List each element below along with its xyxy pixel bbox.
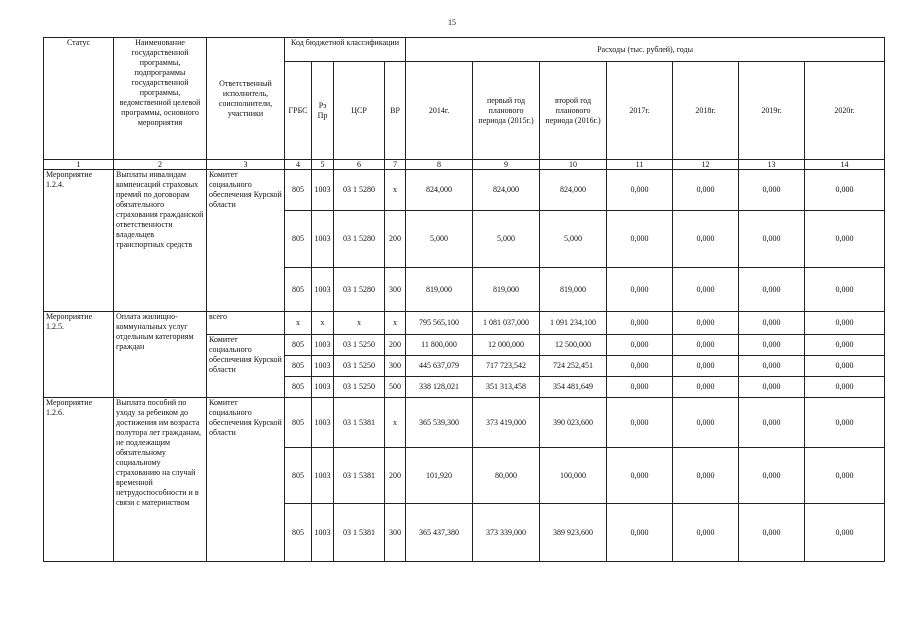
header-year-2020: 2020г. — [805, 62, 885, 160]
column-number: 2 — [114, 160, 207, 170]
grbs-cell: 805 — [285, 268, 312, 312]
header-budget-code: Код бюджетной классификации — [285, 38, 406, 62]
value-2015: 1 081 037,000 — [473, 312, 540, 335]
csr-cell: 03 1 5250 — [334, 377, 385, 398]
responsible-cell: Комитет социального обеспечения Курской области — [207, 398, 285, 562]
value-2015: 5,000 — [473, 211, 540, 268]
rzpr-cell: 1003 — [312, 448, 334, 504]
vr-cell: 500 — [385, 377, 406, 398]
value-2015: 717 723,542 — [473, 356, 540, 377]
header-year-2015: первый год планового периода (2015г.) — [473, 62, 540, 160]
column-number: 8 — [406, 160, 473, 170]
header-csr: ЦСР — [334, 62, 385, 160]
vr-cell: x — [385, 398, 406, 448]
grbs-cell: 805 — [285, 170, 312, 211]
grbs-cell: 805 — [285, 377, 312, 398]
table-row — [44, 170, 885, 211]
rzpr-cell: 1003 — [312, 170, 334, 211]
vr-cell: 300 — [385, 356, 406, 377]
vr-cell: 300 — [385, 268, 406, 312]
value-2017: 0,000 — [607, 398, 673, 448]
value-2014: 445 637,079 — [406, 356, 473, 377]
value-2014: 365 437,380 — [406, 504, 473, 562]
rzpr-cell: 1003 — [312, 268, 334, 312]
csr-cell: 03 1 5280 — [334, 211, 385, 268]
name-cell: Выплата пособий по уходу за ребенком до достижения им возраста полутора лет гражданам, не подлежащим обязательному социальному страхованию на случай временной нетрудоспособности и в связи с материнством — [114, 398, 207, 562]
value-2017: 0,000 — [607, 377, 673, 398]
status-cell: Мероприятие 1.2.5. — [44, 312, 114, 398]
responsible-cell: Комитет социального обеспечения Курской области — [207, 335, 285, 398]
column-number: 6 — [334, 160, 385, 170]
column-number: 1 — [44, 160, 114, 170]
value-2014: 824,000 — [406, 170, 473, 211]
value-2016: 354 481,649 — [540, 377, 607, 398]
value-2020: 0,000 — [805, 335, 885, 356]
header-year-2019: 2019г. — [739, 62, 805, 160]
header-rzpr: Рз Пр — [312, 62, 334, 160]
value-2017: 0,000 — [607, 170, 673, 211]
status-cell: Мероприятие 1.2.6. — [44, 398, 114, 562]
value-2014: 338 128,021 — [406, 377, 473, 398]
value-2015: 80,000 — [473, 448, 540, 504]
value-2014: 101,920 — [406, 448, 473, 504]
value-2015: 351 313,458 — [473, 377, 540, 398]
rzpr-cell: 1003 — [312, 398, 334, 448]
table-row — [44, 312, 885, 335]
vr-cell: x — [385, 170, 406, 211]
value-2019: 0,000 — [739, 268, 805, 312]
column-number: 13 — [739, 160, 805, 170]
column-number: 12 — [673, 160, 739, 170]
name-cell: Выплаты инвалидам компенсаций страховых премий по договорам обязательного страхования гражданской ответственности владельцев транспортных средств — [114, 170, 207, 312]
value-2014: 819,000 — [406, 268, 473, 312]
value-2018: 0,000 — [673, 504, 739, 562]
column-number: 11 — [607, 160, 673, 170]
value-2017: 0,000 — [607, 335, 673, 356]
value-2019: 0,000 — [739, 356, 805, 377]
value-2017: 0,000 — [607, 211, 673, 268]
csr-cell: 03 1 5381 — [334, 448, 385, 504]
value-2015: 373 339,000 — [473, 504, 540, 562]
value-2019: 0,000 — [739, 504, 805, 562]
grbs-cell: x — [285, 312, 312, 335]
value-2019: 0,000 — [739, 312, 805, 335]
csr-cell: 03 1 5381 — [334, 398, 385, 448]
value-2017: 0,000 — [607, 268, 673, 312]
rzpr-cell: 1003 — [312, 377, 334, 398]
value-2014: 5,000 — [406, 211, 473, 268]
value-2020: 0,000 — [805, 312, 885, 335]
value-2020: 0,000 — [805, 268, 885, 312]
value-2017: 0,000 — [607, 504, 673, 562]
page-number: 15 — [448, 18, 456, 27]
rzpr-cell: 1003 — [312, 335, 334, 356]
value-2018: 0,000 — [673, 398, 739, 448]
value-2020: 0,000 — [805, 504, 885, 562]
csr-cell: x — [334, 312, 385, 335]
value-2019: 0,000 — [739, 170, 805, 211]
table-row — [44, 398, 885, 448]
value-2019: 0,000 — [739, 335, 805, 356]
value-2019: 0,000 — [739, 377, 805, 398]
header-year-2016: второй год планового периода (2016г.) — [540, 62, 607, 160]
value-2017: 0,000 — [607, 356, 673, 377]
value-2015: 373 419,000 — [473, 398, 540, 448]
header-expenses: Расходы (тыс. рублей), годы — [406, 38, 885, 62]
header-year-2017: 2017г. — [607, 62, 673, 160]
value-2018: 0,000 — [673, 335, 739, 356]
vr-cell: 300 — [385, 504, 406, 562]
rzpr-cell: 1003 — [312, 504, 334, 562]
value-2016: 12 500,000 — [540, 335, 607, 356]
grbs-cell: 805 — [285, 398, 312, 448]
header-responsible: Ответственный исполнитель, соисполнители, участники — [207, 38, 285, 160]
column-number: 4 — [285, 160, 312, 170]
value-2020: 0,000 — [805, 398, 885, 448]
value-2017: 0,000 — [607, 448, 673, 504]
csr-cell: 03 1 5381 — [334, 504, 385, 562]
vr-cell: x — [385, 312, 406, 335]
value-2018: 0,000 — [673, 377, 739, 398]
rzpr-cell: 1003 — [312, 356, 334, 377]
header-grbs: ГРБС — [285, 62, 312, 160]
value-2016: 390 023,600 — [540, 398, 607, 448]
name-cell: Оплата жилищно-коммунальных услуг отдельным категориям граждан — [114, 312, 207, 398]
column-number: 14 — [805, 160, 885, 170]
expenses-table — [43, 37, 885, 562]
value-2016: 724 252,451 — [540, 356, 607, 377]
responsible-cell: Комитет социального обеспечения Курской области — [207, 170, 285, 312]
value-2014: 365 539,300 — [406, 398, 473, 448]
value-2016: 1 091 234,100 — [540, 312, 607, 335]
column-number: 5 — [312, 160, 334, 170]
value-2018: 0,000 — [673, 211, 739, 268]
value-2016: 5,000 — [540, 211, 607, 268]
csr-cell: 03 1 5250 — [334, 356, 385, 377]
header-name: Наименование государственной программы, подпрограммы государственной программы, ведомственной целевой программы, основного мероприятия — [114, 38, 207, 160]
responsible-total-cell: всего — [207, 312, 285, 335]
value-2019: 0,000 — [739, 398, 805, 448]
header-year-2018: 2018г. — [673, 62, 739, 160]
value-2020: 0,000 — [805, 211, 885, 268]
value-2018: 0,000 — [673, 312, 739, 335]
value-2020: 0,000 — [805, 356, 885, 377]
value-2015: 819,000 — [473, 268, 540, 312]
value-2019: 0,000 — [739, 211, 805, 268]
grbs-cell: 805 — [285, 504, 312, 562]
value-2019: 0,000 — [739, 448, 805, 504]
value-2014: 795 565,100 — [406, 312, 473, 335]
grbs-cell: 805 — [285, 356, 312, 377]
status-cell: Мероприятие 1.2.4. — [44, 170, 114, 312]
value-2020: 0,000 — [805, 170, 885, 211]
column-number-row — [44, 160, 885, 170]
value-2014: 11 800,000 — [406, 335, 473, 356]
value-2016: 389 923,600 — [540, 504, 607, 562]
value-2016: 100,000 — [540, 448, 607, 504]
vr-cell: 200 — [385, 211, 406, 268]
grbs-cell: 805 — [285, 211, 312, 268]
value-2020: 0,000 — [805, 448, 885, 504]
rzpr-cell: 1003 — [312, 211, 334, 268]
grbs-cell: 805 — [285, 448, 312, 504]
vr-cell: 200 — [385, 335, 406, 356]
rzpr-cell: x — [312, 312, 334, 335]
csr-cell: 03 1 5250 — [334, 335, 385, 356]
value-2018: 0,000 — [673, 170, 739, 211]
value-2018: 0,000 — [673, 356, 739, 377]
header-status: Статус — [44, 38, 114, 160]
header-year-2014: 2014г. — [406, 62, 473, 160]
value-2020: 0,000 — [805, 377, 885, 398]
value-2016: 824,000 — [540, 170, 607, 211]
value-2018: 0,000 — [673, 268, 739, 312]
value-2015: 824,000 — [473, 170, 540, 211]
value-2018: 0,000 — [673, 448, 739, 504]
vr-cell: 200 — [385, 448, 406, 504]
csr-cell: 03 1 5280 — [334, 170, 385, 211]
column-number: 3 — [207, 160, 285, 170]
column-number: 10 — [540, 160, 607, 170]
header-vr: ВР — [385, 62, 406, 160]
column-number: 9 — [473, 160, 540, 170]
column-number: 7 — [385, 160, 406, 170]
grbs-cell: 805 — [285, 335, 312, 356]
value-2016: 819,000 — [540, 268, 607, 312]
value-2015: 12 000,000 — [473, 335, 540, 356]
value-2017: 0,000 — [607, 312, 673, 335]
csr-cell: 03 1 5280 — [334, 268, 385, 312]
